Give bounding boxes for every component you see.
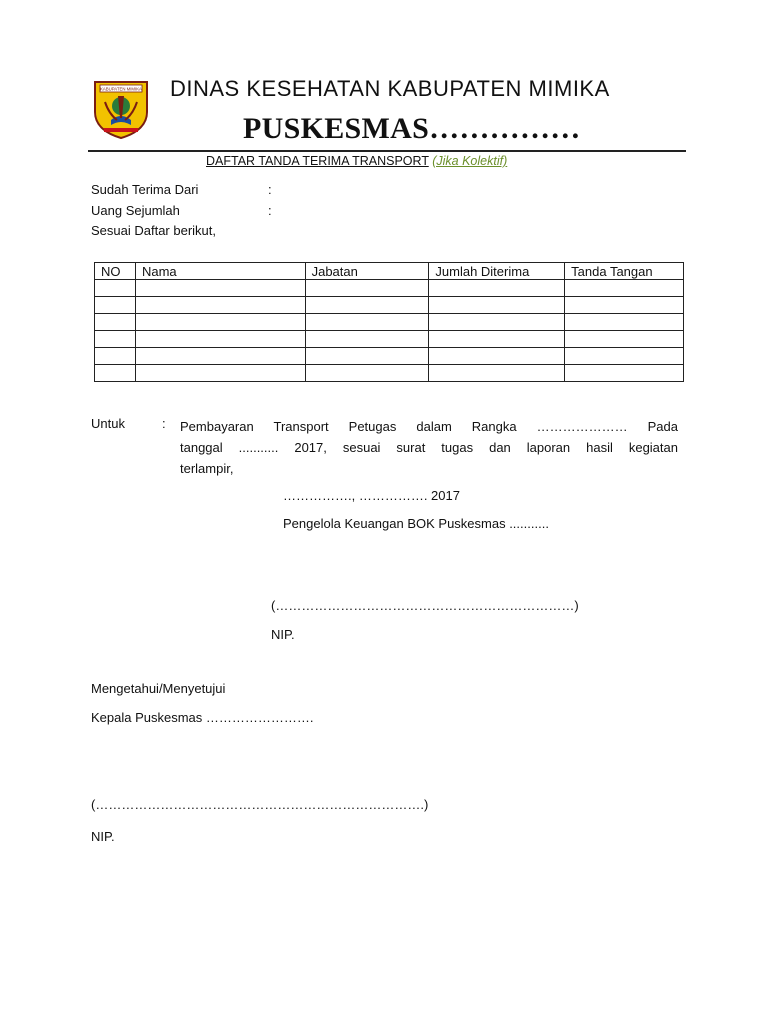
table-cell: [305, 331, 429, 348]
table-cell: [429, 297, 565, 314]
head-nip: NIP.: [91, 829, 115, 844]
table-cell: [429, 280, 565, 297]
table-row: [95, 331, 684, 348]
signature-date-line: ……………., ……………. 2017: [283, 488, 460, 503]
amount-colon: :: [268, 203, 272, 218]
table-cell: [135, 331, 305, 348]
table-cell: [95, 297, 136, 314]
table-cell: [305, 297, 429, 314]
table-cell: [135, 365, 305, 382]
table-cell: [135, 314, 305, 331]
purpose-line-2: tanggal ........... 2017, sesuai surat tugas dan laporan hasil kegiatan: [180, 440, 678, 455]
table-cell: [95, 365, 136, 382]
table-header-row: [95, 263, 684, 280]
logo-text: KABUPATEN MIMIKA: [100, 86, 142, 92]
table-cell: [565, 280, 684, 297]
purpose-line-1: Pembayaran Transport Petugas dalam Rangka ………………… Pada: [180, 419, 678, 434]
table-cell: [305, 365, 429, 382]
table-cell: [305, 348, 429, 365]
recipient-table: [94, 262, 684, 382]
puskesmas-title: PUSKESMAS……………: [243, 112, 581, 145]
table-row: [95, 297, 684, 314]
table-cell: [95, 314, 136, 331]
col-header-no: NO: [95, 263, 136, 280]
table-row: [95, 365, 684, 382]
table-cell: [135, 280, 305, 297]
purpose-line-3: terlampir,: [180, 461, 234, 476]
table-cell: [565, 365, 684, 382]
table-cell: [565, 314, 684, 331]
received-from-colon: :: [268, 182, 272, 197]
received-from-label: Sudah Terima Dari: [91, 182, 199, 197]
table-cell: [429, 331, 565, 348]
col-header-jabatan: Jabatan: [305, 263, 429, 280]
treasurer-name-line: (……………………………………………………………): [271, 598, 579, 613]
table-cell: [429, 348, 565, 365]
document-title-note: (Jika Kolektif): [432, 154, 508, 168]
purpose-text: [180, 416, 678, 479]
table-row: [95, 280, 684, 297]
treasurer-nip: NIP.: [271, 627, 295, 642]
document-title: [206, 154, 507, 168]
table-cell: [429, 365, 565, 382]
col-header-jumlah: Jumlah Diterima: [429, 263, 565, 280]
treasurer-title: Pengelola Keuangan BOK Puskesmas ...........: [283, 516, 549, 531]
table-row: [95, 314, 684, 331]
table-cell: [95, 348, 136, 365]
col-header-nama: Nama: [135, 263, 305, 280]
header-divider: [88, 150, 686, 152]
amount-label: Uang Sejumlah: [91, 203, 180, 218]
head-title: Kepala Puskesmas …………………….: [91, 710, 314, 725]
list-label: Sesuai Daftar berikut,: [91, 223, 217, 238]
table-cell: [95, 280, 136, 297]
table-cell: [305, 280, 429, 297]
table-cell: [305, 314, 429, 331]
agency-name: DINAS KESEHATAN KABUPATEN MIMIKA: [170, 76, 610, 101]
table-cell: [429, 314, 565, 331]
table-row: [95, 348, 684, 365]
document-title-main: DAFTAR TANDA TERIMA TRANSPORT: [206, 154, 429, 168]
table-cell: [565, 348, 684, 365]
head-name-line: (………………………………………………………………….): [91, 797, 429, 812]
purpose-colon: :: [162, 416, 166, 431]
table-cell: [135, 297, 305, 314]
table-cell: [565, 297, 684, 314]
table-cell: [95, 331, 136, 348]
table-cell: [135, 348, 305, 365]
regency-emblem-logo: [91, 76, 151, 140]
approval-label: Mengetahui/Menyetujui: [91, 681, 226, 696]
col-header-tanda-tangan: Tanda Tangan: [565, 263, 684, 280]
table-cell: [565, 331, 684, 348]
purpose-label: Untuk: [91, 416, 125, 431]
